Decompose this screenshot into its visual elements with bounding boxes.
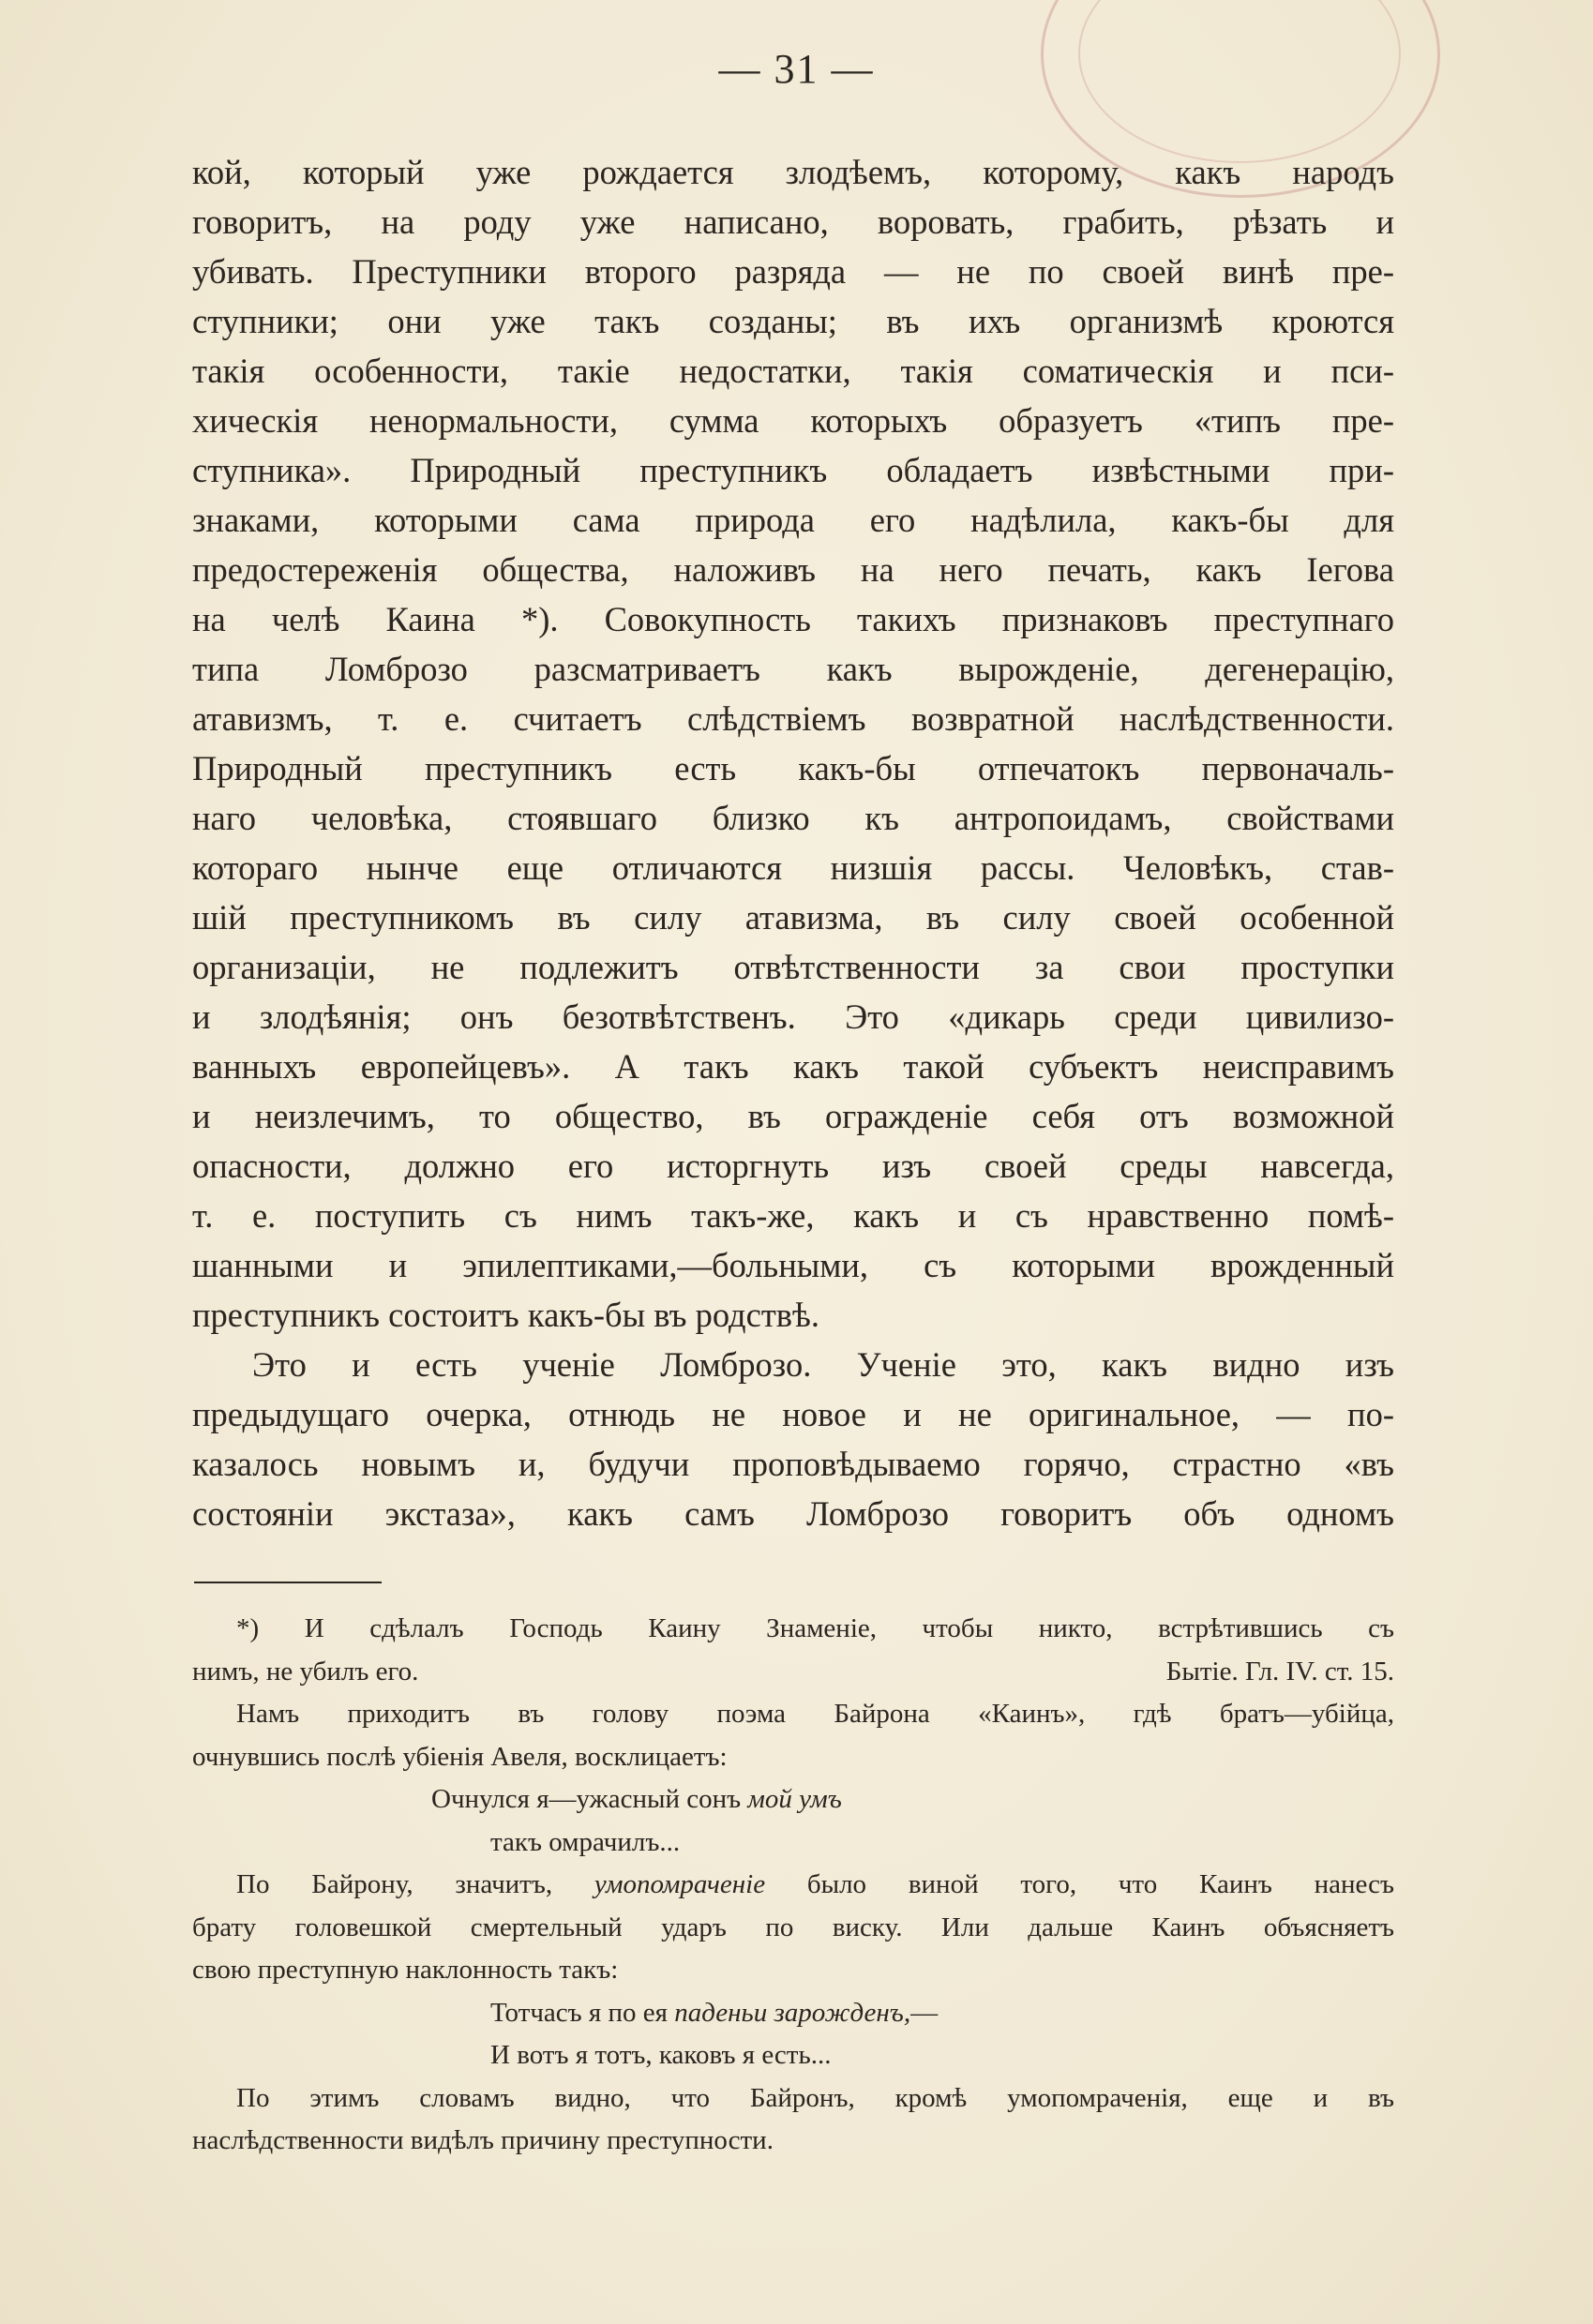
footnotes [192,1608,1394,2163]
verse-line [192,1992,1394,2035]
text-line: Природный преступникъ есть какъ-бы отпечатокъ первоначаль- [192,749,1394,787]
footnote-divider [194,1582,382,1583]
footnote-line [192,1864,1394,1907]
text-line: организаціи, не подлежитъ отвѣтственности за свои проступки [192,948,1394,986]
text-line: говоритъ, на роду уже написано, воровать, грабить, рѣзать и [192,202,1394,241]
text-line: ступника». Природный преступникъ обладаетъ извѣстными при- [192,451,1394,489]
text-line: опасности, должно его исторгнуть изъ своей среды навсегда, [192,1147,1394,1185]
bible-reference: Бытіе. Гл. IV. ст. 15. [1165,1656,1394,1687]
text-line: на челѣ Каина *). Совокупность такихъ признаковъ преступнаго [192,600,1394,638]
footnote-line: По этимъ словамъ видно, что Байронъ, кромѣ умопомраченія, еще и въ [236,2082,1394,2113]
text-line: предыдущаго очерка, отнюдь не новое и не оригинальное, — по- [192,1395,1394,1433]
footnote-line: *) И сдѣлалъ Господь Каину Знаменіе, чтобы никто, встрѣтившись съ [236,1613,1394,1643]
text-line: хическія ненормальности, сумма которыхъ образуетъ «типъ пре- [192,401,1394,440]
page-number: — 31 — [718,46,875,92]
footnote-line: Намъ приходитъ въ голову поэма Байрона «Каинъ», гдѣ братъ—убійца, [236,1699,1394,1729]
footnote-text: нимъ, не убилъ его. [192,1656,419,1687]
footnote-text: По Байрону, значитъ, [236,1869,594,1899]
text-line: состояніи экстаза», какъ самъ Ломброзо говоритъ объ одномъ [192,1494,1394,1533]
text-line: котораго нынче еще отличаются низшія рассы. Человѣкъ, став- [192,848,1394,887]
verse-text: Тотчасъ я по ея [490,1997,675,2028]
verse-italic: паденьи зарожденъ, [674,1997,911,2028]
text-line: атавизмъ, т. е. считаетъ слѣдствіемъ возвратной наслѣдственности. [192,699,1394,738]
main-text [192,147,1394,1538]
text-line: и злодѣянія; онъ безотвѣтственъ. Это «дикарь среди цивилизо- [192,997,1394,1036]
text-line: преступникъ состоитъ какъ-бы въ родствѣ. [192,1296,819,1334]
footnote-text: было виной того, что Каинъ нанесъ [765,1869,1394,1899]
footnote-line: очнувшись послѣ убіенія Авеля, восклицаетъ: [192,1741,728,1772]
text-line: знаками, которыми сама природа его надѣлила, какъ-бы для [192,501,1394,539]
text-line: предостереженія общества, наложивъ на него печать, какъ Іегова [192,550,1394,589]
text-line: шанными и эпилептиками,—больными, съ которыми врожденный [192,1246,1394,1284]
text-line: типа Ломброзо разсматриваетъ какъ вырожденіе, дегенерацію, [192,650,1394,688]
verse-text: Очнулся я—ужасный сонъ [431,1784,748,1814]
footnote-italic: умопомраченіе [594,1869,766,1899]
footnote-line: брату головешкой смертельный ударъ по виску. Или дальше Каинъ объясняетъ [192,1912,1394,1942]
text-line: Это и есть ученіе Ломброзо. Ученіе это, какъ видно изъ [252,1345,1394,1384]
text-line: и неизлечимъ, то общество, въ огражденіе себя отъ возможной [192,1097,1394,1135]
text-line: наго человѣка, стоявшаго близко къ антропоидамъ, свойствами [192,799,1394,837]
text-line: убивать. Преступники второго разряда — не по своей винѣ пре- [192,252,1394,291]
text-line: такія особенности, такіе недостатки, такія соматическія и пси- [192,352,1394,390]
footnote-line: наслѣдственности видѣлъ причину преступности. [192,2125,774,2155]
text-line: т. е. поступить съ нимъ такъ-же, какъ и съ нравственно помѣ- [192,1196,1394,1235]
text-line: казалось новымъ и, будучи проповѣдываемо горячо, страстно «въ [192,1445,1394,1483]
text-line: ступники; они уже такъ созданы; въ ихъ организмѣ кроются [192,302,1394,340]
verse-line: такъ омрачилъ... [490,1826,681,1857]
footnote-line [192,1651,1394,1694]
verse-line [192,1778,1394,1822]
text-line: шій преступникомъ въ силу атавизма, въ силу своей особенной [192,898,1394,937]
footnote-line: свою преступную наклонность такъ: [192,1955,619,1985]
verse-line: И вотъ я тотъ, каковъ я есть... [490,2040,832,2070]
text-line: кой, который уже рождается злодѣемъ, которому, какъ народъ [192,153,1394,191]
verse-italic: мой умъ [747,1784,842,1814]
text-line: ванныхъ европейцевъ». А такъ какъ такой субъектъ неисправимъ [192,1047,1394,1086]
verse-text: — [910,1997,939,2028]
